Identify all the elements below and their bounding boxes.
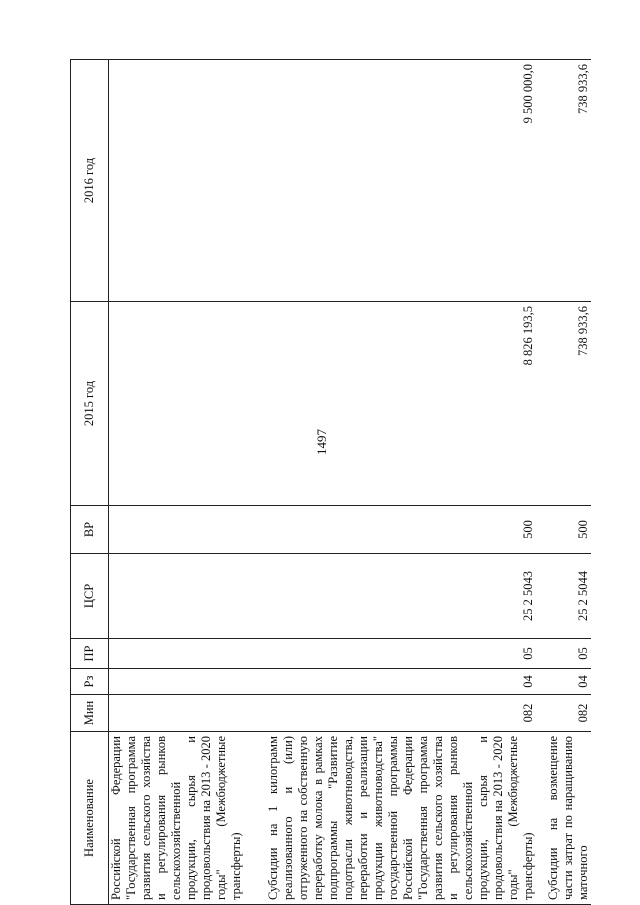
- header-2016: 2016 год: [71, 60, 109, 302]
- row-2016: 9 500 000,0: [244, 60, 536, 302]
- row-name: Субсидии на 1 килограмм реализованного и (или) отгруженного на собственную переработку молока в рамках подпрограммы "Развитие подотрасли животноводства, переработки и реализации продукции животноводства" государственной программы Российской Федерации "Государственная программа развития сельского хозяйства и регулирования рынков сельскохозяйственной продукции, сырья и продовольствия на 2013 - 2020 годы" (Межбюджетные трансферты): [244, 732, 536, 905]
- row-name: Субсидии на возмещение части затрат по наращиванию маточного: [536, 732, 591, 905]
- row-csr: 25 2 5043: [244, 554, 536, 639]
- row-min: 082: [244, 695, 536, 732]
- header-rz: Рз: [71, 669, 109, 695]
- header-csr: ЦСР: [71, 554, 109, 639]
- budget-table: [70, 59, 591, 905]
- page-number: 1497: [314, 429, 329, 455]
- row-2016: [109, 60, 245, 302]
- rotated-page: [70, 60, 610, 905]
- row-2015: 8 826 193,5: [244, 302, 536, 506]
- row-2015: [109, 302, 245, 506]
- row-vr: 500: [244, 506, 536, 554]
- row-csr: 25 2 5044: [536, 554, 591, 639]
- row-pr: 05: [536, 639, 591, 669]
- header-vr: ВР: [71, 506, 109, 554]
- row-min: [109, 695, 245, 732]
- row-min: 082: [536, 695, 591, 732]
- header-pr: ПР: [71, 639, 109, 669]
- row-name: Российской Федерации "Государственная программа развития сельского хозяйства и регулирования рынков сельскохозяйственной продукции, сырья и продовольствия на 2013 - 2020 годы" (Межбюджетные трансферты): [109, 732, 245, 905]
- header-min: Мин: [71, 695, 109, 732]
- row-2016: 738 933,6: [536, 60, 591, 302]
- table-row: [109, 60, 245, 905]
- header-name: Наименование: [71, 732, 109, 905]
- row-2015: 738 933,6: [536, 302, 591, 506]
- row-rz: [109, 669, 245, 695]
- header-2015: 2015 год: [71, 302, 109, 506]
- row-rz: 04: [244, 669, 536, 695]
- row-pr: [109, 639, 245, 669]
- row-vr: 500: [536, 506, 591, 554]
- table-row: [536, 60, 591, 905]
- row-rz: 04: [536, 669, 591, 695]
- table-header-row: [71, 60, 109, 905]
- table-row: [244, 60, 536, 905]
- row-vr: [109, 506, 245, 554]
- row-pr: 05: [244, 639, 536, 669]
- row-csr: [109, 554, 245, 639]
